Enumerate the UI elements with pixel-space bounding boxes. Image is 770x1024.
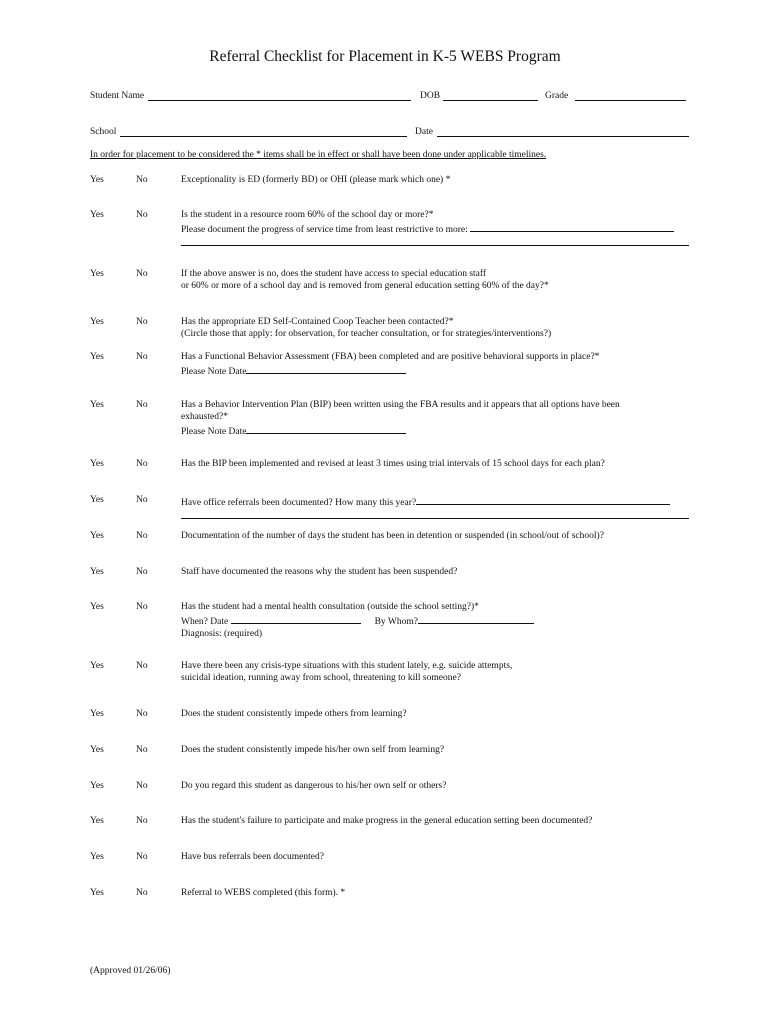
yes-option[interactable]: Yes <box>90 602 104 612</box>
no-option[interactable]: No <box>136 816 148 826</box>
dob-field[interactable] <box>443 89 538 101</box>
question-text: Have office referrals been documented? How many this year? <box>181 498 417 508</box>
question-text: suicidal ideation, running away from school, threatening to kill someone? <box>181 673 461 683</box>
question-text: Diagnosis: (required) <box>181 629 262 639</box>
question-text: Please Note Date <box>181 367 247 377</box>
yes-option[interactable]: Yes <box>90 400 104 410</box>
question-text: Is the student in a resource room 60% of the school day or more?* <box>181 210 434 220</box>
by-whom-field[interactable] <box>418 613 534 624</box>
grade-field[interactable] <box>575 89 686 101</box>
question-text: Please document the progress of service time from least restrictive to more: <box>181 225 468 235</box>
question-text: or 60% or more of a school day and is removed from general education setting 60% of the day?* <box>181 281 549 291</box>
no-option[interactable]: No <box>136 852 148 862</box>
yes-option[interactable]: Yes <box>90 781 104 791</box>
no-option[interactable]: No <box>136 567 148 577</box>
school-field[interactable] <box>120 125 407 137</box>
question-text: (Circle those that apply: for observation, for teacher consultation, or for strategies/interventions?) <box>181 329 552 339</box>
no-option[interactable]: No <box>136 531 148 541</box>
student-name-field[interactable] <box>148 89 411 101</box>
office-referrals-field-continued[interactable] <box>181 509 689 519</box>
school-label: School <box>90 127 117 137</box>
approval-footer: (Approved 01/26/06) <box>90 966 171 976</box>
question-text: By Whom? <box>374 617 418 627</box>
progress-field[interactable] <box>470 221 674 232</box>
student-name-label: Student Name <box>90 91 145 101</box>
no-option[interactable]: No <box>136 400 148 410</box>
question-text: If the above answer is no, does the student have access to special education staff <box>181 269 487 279</box>
no-option[interactable]: No <box>136 745 148 755</box>
fba-date-field[interactable] <box>246 363 406 374</box>
no-option[interactable]: No <box>136 175 148 185</box>
grade-label: Grade <box>545 91 569 101</box>
question-text: Documentation of the number of days the student has been in detention or suspended (in school/out of school)? <box>181 531 604 541</box>
no-option[interactable]: No <box>136 317 148 327</box>
yes-option[interactable]: Yes <box>90 210 104 220</box>
question-text: Do you regard this student as dangerous to his/her own self or others? <box>181 781 447 791</box>
no-option[interactable]: No <box>136 709 148 719</box>
question-text: Have there been any crisis-type situations with this student lately, e.g. suicide attempts, <box>181 661 513 671</box>
no-option[interactable]: No <box>136 210 148 220</box>
question-text: Has the BIP been implemented and revised at least 3 times using trial intervals of 15 school days for each plan? <box>181 459 605 469</box>
question-text: Has the student's failure to participate and make progress in the general education setting been documented? <box>181 816 593 826</box>
question-text: exhausted?* <box>181 412 228 422</box>
yes-option[interactable]: Yes <box>90 709 104 719</box>
question-text: Does the student consistently impede his/her own self from learning? <box>181 745 445 755</box>
question-text: Referral to WEBS completed (this form). * <box>181 888 346 898</box>
no-option[interactable]: No <box>136 661 148 671</box>
question-text: When? Date <box>181 617 229 627</box>
question-text: Staff have documented the reasons why the student has been suspended? <box>181 567 458 577</box>
instructions: In order for placement to be considered the * items shall be in effect or shall have been done under applicable timelines. <box>90 150 547 160</box>
yes-option[interactable]: Yes <box>90 317 104 327</box>
no-option[interactable]: No <box>136 602 148 612</box>
date-label: Date <box>415 127 433 137</box>
progress-field-continued[interactable] <box>181 236 689 246</box>
yes-option[interactable]: Yes <box>90 175 104 185</box>
office-referrals-field[interactable] <box>416 494 670 505</box>
question-text: Please Note Date <box>181 427 247 437</box>
no-option[interactable]: No <box>136 888 148 898</box>
page-title: Referral Checklist for Placement in K-5 WEBS Program <box>209 48 561 65</box>
question-text: Does the student consistently impede others from learning? <box>181 709 407 719</box>
question-text: Has a Behavior Intervention Plan (BIP) been written using the FBA results and it appears that all options have been <box>181 400 620 410</box>
no-option[interactable]: No <box>136 269 148 279</box>
question-text: Exceptionality is ED (formerly BD) or OHI (please mark which one) * <box>181 175 451 185</box>
yes-option[interactable]: Yes <box>90 531 104 541</box>
yes-option[interactable]: Yes <box>90 852 104 862</box>
no-option[interactable]: No <box>136 352 148 362</box>
yes-option[interactable]: Yes <box>90 567 104 577</box>
question-text: Have bus referrals been documented? <box>181 852 324 862</box>
question-text: Has the student had a mental health consultation (outside the school setting?)* <box>181 602 479 612</box>
no-option[interactable]: No <box>136 781 148 791</box>
yes-option[interactable]: Yes <box>90 495 104 505</box>
date-field[interactable] <box>437 125 689 137</box>
yes-option[interactable]: Yes <box>90 745 104 755</box>
yes-option[interactable]: Yes <box>90 816 104 826</box>
question-text: Has a Functional Behavior Assessment (FBA) been completed and are positive behavioral supports in place?* <box>181 352 600 362</box>
bip-date-field[interactable] <box>246 423 406 434</box>
no-option[interactable]: No <box>136 459 148 469</box>
consultation-date-field[interactable] <box>231 613 361 624</box>
yes-option[interactable]: Yes <box>90 888 104 898</box>
dob-label: DOB <box>420 91 441 101</box>
yes-option[interactable]: Yes <box>90 459 104 469</box>
yes-option[interactable]: Yes <box>90 352 104 362</box>
yes-option[interactable]: Yes <box>90 269 104 279</box>
yes-option[interactable]: Yes <box>90 661 104 671</box>
no-option[interactable]: No <box>136 495 148 505</box>
question-text: Has the appropriate ED Self-Contained Coop Teacher been contacted?* <box>181 317 454 327</box>
